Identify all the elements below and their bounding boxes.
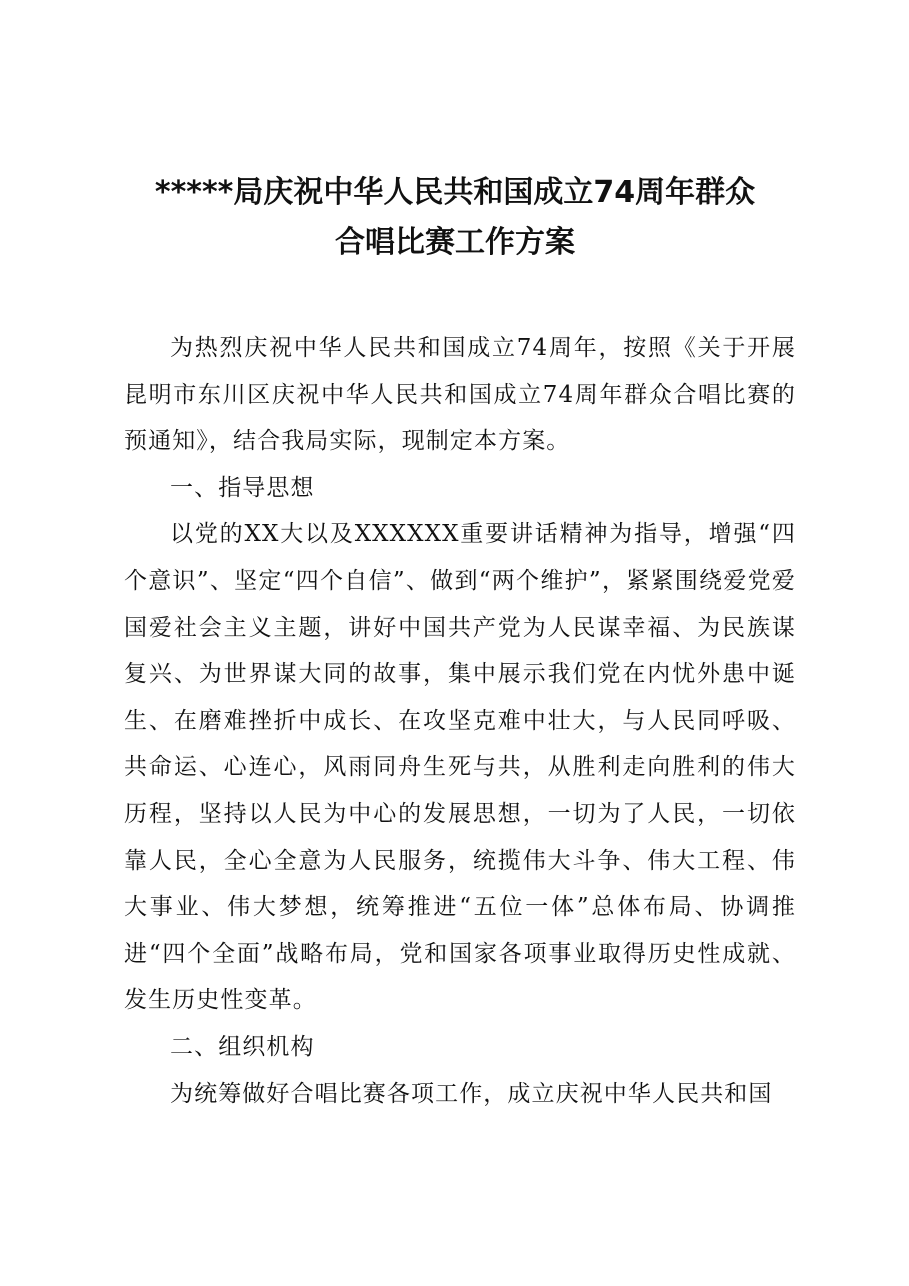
section-body-organization: 为统筹做好合唱比赛各项工作，成立庆祝中华人民共和国 [170, 1080, 773, 1107]
document-body [124, 325, 796, 1117]
section-body-guiding-ideology: 以党的XX大以及XXXXXX重要讲话精神为指导，增强“四个意识”、坚定“四个自信”、做到“两个维护”，紧紧围绕爱党爱国爱社会主义主题，讲好中国共产党为人民谋幸福、为民族谋复兴、为世界谋大同的故事，集中展示我们党在内忧外患中诞生、在磨难挫折中成长、在攻坚克难中壮大，与人民同呼吸、共命运、心连心，风雨同舟生死与共，从胜利走向胜利的伟大历程，坚持以人民为中心的发展思想，一切为了人民，一切依靠人民，全心全意为人民服务，统揽伟大斗争、伟大工程、伟大事业、伟大梦想，统筹推进“五位一体”总体布局、协调推进“四个全面”战略布局，党和国家各项事业取得历史性成就、发生历史性变革。 [124, 521, 796, 1014]
document-title [110, 168, 800, 268]
section-heading-guiding-ideology: 一、指导思想 [170, 474, 315, 501]
document-title-line-1: *****局庆祝中华人民共和国成立74周年群众 [154, 175, 756, 210]
intro-paragraph: 为热烈庆祝中华人民共和国成立74周年，按照《关于开展昆明市东川区庆祝中华人民共和国成立74周年群众合唱比赛的预通知》，结合我局实际，现制定本方案。 [124, 335, 796, 455]
section-heading-organization: 二、组织机构 [170, 1033, 315, 1060]
document-title-line-2: 合唱比赛工作方案 [335, 225, 575, 260]
